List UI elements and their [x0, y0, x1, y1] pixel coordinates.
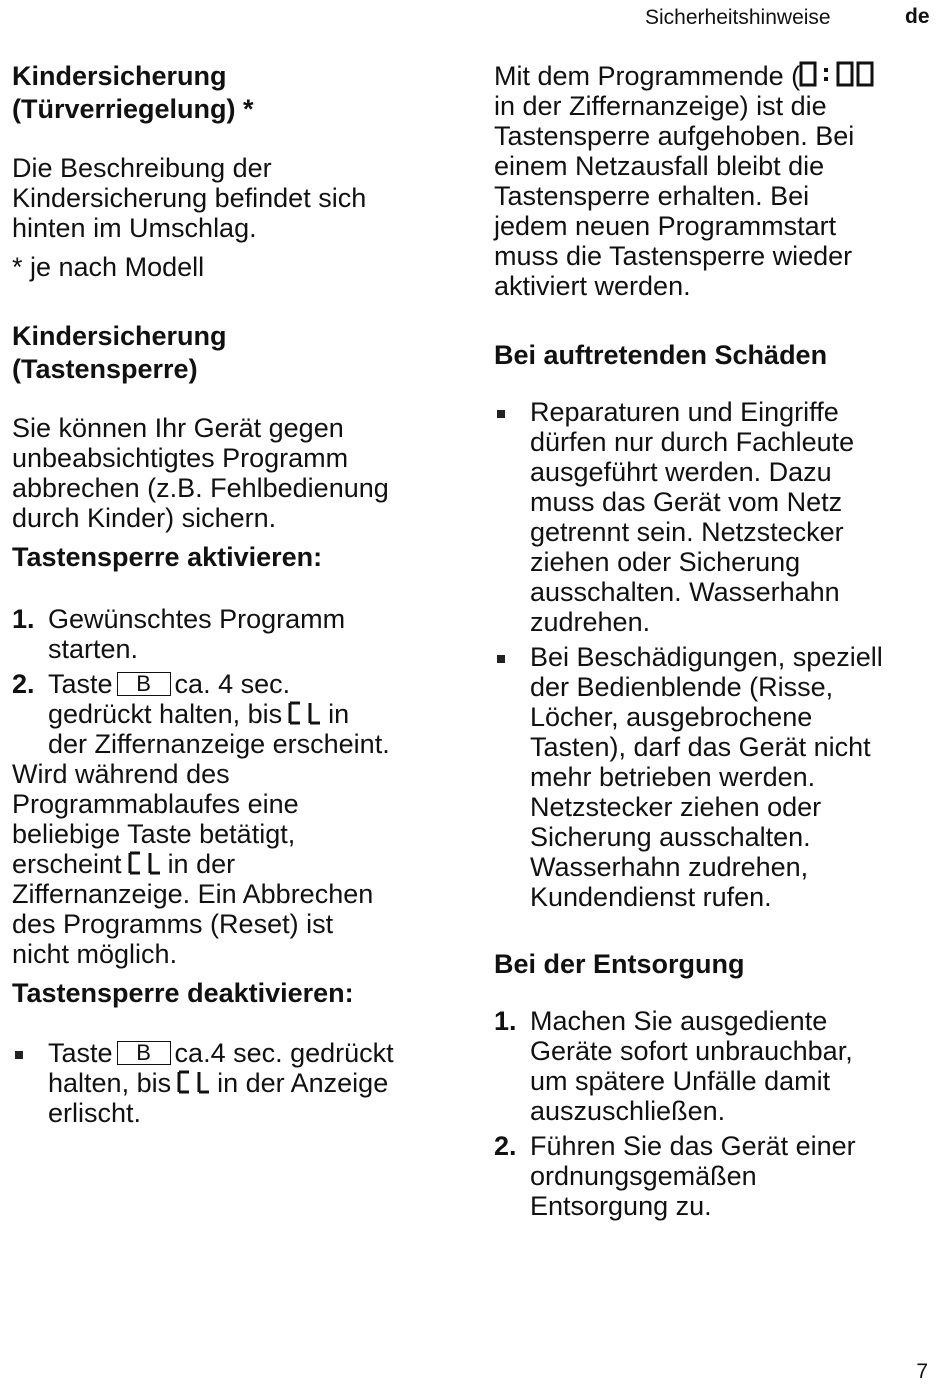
- activate-section: [12, 541, 452, 969]
- time-display-icon: [798, 60, 876, 88]
- step-text: [48, 699, 452, 729]
- paragraph-line: abbrechen (z.B. Fehlbedienung: [12, 473, 389, 503]
- list-item: [12, 604, 452, 664]
- text: ca.4 sec. gedrückt: [174, 1038, 394, 1068]
- step-number: 2.: [494, 1131, 517, 1161]
- paragraph-line: des Programms (Reset) ist: [12, 909, 334, 939]
- text: in der: [167, 849, 236, 879]
- right-column: [494, 60, 934, 1221]
- item-text: Sicherung ausschalten.: [530, 822, 811, 852]
- list-item: [494, 1131, 934, 1221]
- text: gedrückt halten, bis: [48, 699, 283, 729]
- list-item: [494, 642, 934, 912]
- bullet-icon: [15, 1051, 23, 1059]
- subheading: Tastensperre deaktivieren:: [12, 978, 354, 1008]
- paragraph-line: einem Netzausfall bleibt die: [494, 151, 825, 181]
- paragraph-line: hinten im Umschlag.: [12, 213, 257, 243]
- paragraph-line: Ziffernanzeige. Ein Abbrechen: [12, 879, 374, 909]
- heading: Bei der Entsorgung: [494, 949, 745, 979]
- paragraph-line: Kindersicherung befindet sich: [12, 183, 367, 213]
- text: erscheint: [12, 849, 122, 879]
- item-text: [48, 1038, 452, 1068]
- item-text: Bei Beschädigungen, speziell: [530, 642, 883, 672]
- heading: Bei auftretenden Schäden: [494, 340, 828, 370]
- step-number: 1.: [494, 1006, 517, 1036]
- bullet-icon: [497, 655, 505, 663]
- cl-display-icon: [126, 850, 164, 876]
- heading: Kindersicherung: [12, 61, 227, 91]
- paragraph-line: jedem neuen Programmstart: [494, 211, 837, 241]
- step-text: starten.: [48, 634, 139, 664]
- program-end-section: [494, 60, 934, 301]
- paragraph-line: Wird während des: [12, 759, 230, 789]
- text: in der Anzeige: [217, 1068, 389, 1098]
- child-lock-door-section: [12, 60, 452, 282]
- step-text: Entsorgung zu.: [530, 1191, 712, 1221]
- paragraph-line: Tastensperre erhalten. Bei: [494, 181, 810, 211]
- paragraph-line: [12, 849, 452, 879]
- cl-display-icon: [175, 1069, 213, 1095]
- item-text: erlischt.: [48, 1098, 142, 1128]
- paragraph-line: in der Ziffernanzeige) ist die: [494, 91, 827, 121]
- item-text: der Bedienblende (Risse,: [530, 672, 834, 702]
- item-text: muss das Gerät vom Netz: [530, 487, 843, 517]
- step-text: Gewünschtes Programm: [48, 604, 346, 634]
- step-text: Führen Sie das Gerät einer: [530, 1131, 856, 1161]
- paragraph-line: aktiviert werden.: [494, 271, 691, 301]
- item-text: getrennt sein. Netzstecker: [530, 517, 844, 547]
- step-text: um spätere Unfälle damit: [530, 1066, 831, 1096]
- text: halten, bis: [48, 1068, 172, 1098]
- text: Taste: [48, 1038, 113, 1068]
- footnote: * je nach Modell: [12, 252, 205, 282]
- item-text: mehr betrieben werden.: [530, 762, 816, 792]
- list-item: [12, 669, 452, 759]
- item-text: zudrehen.: [530, 607, 651, 637]
- text: Taste: [48, 669, 113, 699]
- heading: Kindersicherung: [12, 321, 227, 351]
- step-text: der Ziffernanzeige erscheint.: [48, 729, 390, 759]
- paragraph-line: Die Beschreibung der: [12, 153, 272, 183]
- step-text: auszuschließen.: [530, 1096, 726, 1126]
- subheading: Tastensperre aktivieren:: [12, 542, 323, 572]
- damages-section: [494, 339, 934, 912]
- paragraph-line: unbeabsichtigtes Programm: [12, 443, 349, 473]
- page-number: 7: [916, 1360, 928, 1383]
- list-item: [494, 1006, 934, 1126]
- paragraph-line: Sie können Ihr Gerät gegen: [12, 413, 344, 443]
- item-text: Löcher, ausgebrochene: [530, 702, 813, 732]
- paragraph-line: nicht möglich.: [12, 939, 178, 969]
- item-text: dürfen nur durch Fachleute: [530, 427, 855, 457]
- disposal-section: [494, 948, 934, 1221]
- step-text: [48, 669, 452, 699]
- item-text: Netzstecker ziehen oder: [530, 792, 822, 822]
- item-text: [48, 1068, 452, 1098]
- item-text: Tasten), darf das Gerät nicht: [530, 732, 871, 762]
- item-text: ziehen oder Sicherung: [530, 547, 801, 577]
- header-section-title: Sicherheitshinweise: [645, 6, 831, 29]
- deactivate-section: [12, 977, 452, 1128]
- left-column: [12, 60, 452, 1128]
- key-b-icon: B: [117, 672, 171, 696]
- item-text: Reparaturen und Eingriffe: [530, 397, 839, 427]
- list-item: [12, 1038, 452, 1128]
- paragraph-line: beliebige Taste betätigt,: [12, 819, 296, 849]
- key-b-icon: B: [117, 1041, 171, 1065]
- paragraph-line: Programmablaufes eine: [12, 789, 299, 819]
- step-text: Geräte sofort unbrauchbar,: [530, 1036, 853, 1066]
- paragraph-line: [494, 60, 934, 91]
- child-lock-keys-section: [12, 320, 452, 533]
- paragraph-line: durch Kinder) sichern.: [12, 503, 277, 533]
- step-text: Machen Sie ausgediente: [530, 1006, 828, 1036]
- text: in: [328, 699, 350, 729]
- paragraph-line: Tastensperre aufgehoben. Bei: [494, 121, 855, 151]
- heading: (Tastensperre): [12, 354, 198, 384]
- paragraph-line: muss die Tastensperre wieder: [494, 241, 853, 271]
- header-language: de: [905, 5, 930, 28]
- item-text: ausschalten. Wasserhahn: [530, 577, 840, 607]
- item-text: ausgeführt werden. Dazu: [530, 457, 832, 487]
- step-number: 2.: [12, 669, 35, 699]
- text: ca. 4 sec.: [174, 669, 291, 699]
- step-text: ordnungsgemäßen: [530, 1161, 757, 1191]
- cl-display-icon: [286, 700, 324, 726]
- step-number: 1.: [12, 604, 35, 634]
- list-item: [494, 397, 934, 637]
- heading: (Türverriegelung) *: [12, 94, 254, 124]
- item-text: Kundendienst rufen.: [530, 882, 772, 912]
- text: Mit dem Programmende (: [494, 61, 801, 91]
- bullet-icon: [497, 410, 505, 418]
- item-text: Wasserhahn zudrehen,: [530, 852, 809, 882]
